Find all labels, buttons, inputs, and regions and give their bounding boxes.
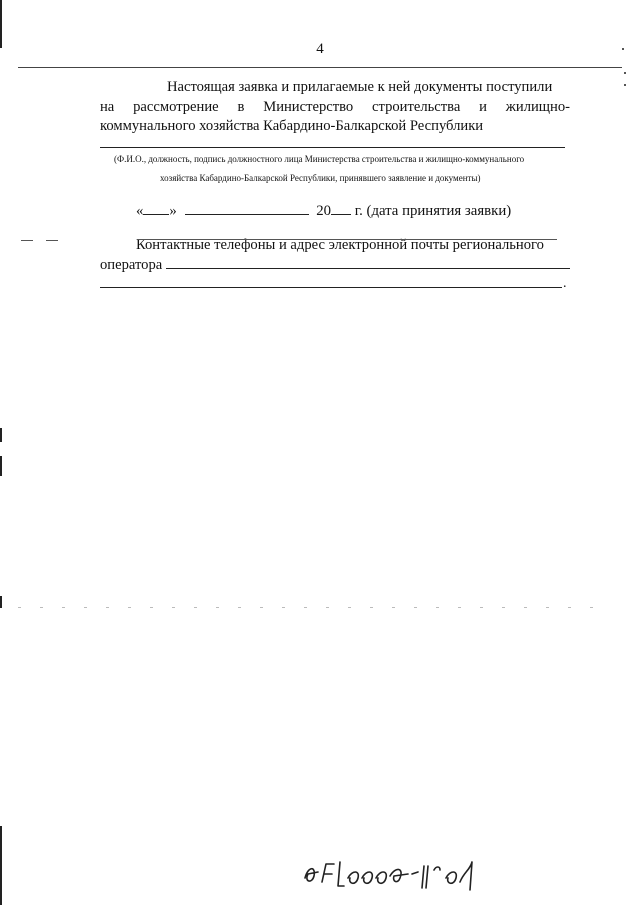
margin-mark: [0, 826, 2, 905]
year-blank[interactable]: [331, 201, 351, 215]
open-quote: «: [136, 203, 144, 219]
signature-scribble: [300, 852, 480, 892]
operator-field-line-2[interactable]: [100, 287, 562, 288]
scan-speck: [21, 240, 33, 241]
operator-field-line[interactable]: [166, 268, 570, 269]
close-quote: »: [169, 203, 177, 219]
scan-speck: [624, 84, 626, 86]
official-signature-line[interactable]: [100, 147, 565, 148]
date-caption: г. (дата принятия заявки): [354, 203, 512, 219]
page-number: 4: [316, 41, 324, 57]
submission-line-2: на рассмотрение в Министерство строительства и жилищно-: [100, 98, 570, 115]
scan-speck: [622, 48, 624, 50]
official-caption-line-1: (Ф.И.О., должность, подпись должностного лица Министерства строительства и жилищно-коммунального: [114, 154, 525, 164]
official-caption-line-2: хозяйства Кабардино-Балкарской Республики, принявшего заявление и документы): [160, 173, 481, 183]
acceptance-date-line: [136, 201, 511, 220]
scan-dash-row: [18, 607, 603, 608]
year-prefix: 20: [316, 203, 332, 219]
margin-mark: [0, 0, 2, 48]
handwritten-signature: [300, 852, 480, 897]
contacts-line-1: Контактные телефоны и адрес электронной почты регионального: [136, 237, 544, 253]
submission-line-3: коммунального хозяйства Кабардино-Балкарской Республики: [100, 118, 484, 134]
contacts-block: [100, 236, 570, 275]
margin-mark: [0, 596, 2, 608]
margin-mark: [0, 456, 2, 476]
contacts-overline: [137, 239, 557, 240]
scan-speck: [46, 240, 58, 241]
submission-paragraph: [100, 78, 570, 137]
day-blank[interactable]: [143, 201, 169, 215]
period: .: [563, 276, 567, 291]
header-rule: [18, 67, 622, 68]
submission-line-1: Настоящая заявка и прилагаемые к ней документы поступили: [167, 79, 553, 95]
contacts-line-2-label: оператора: [100, 256, 163, 273]
month-blank[interactable]: [185, 201, 309, 215]
scan-speck: [624, 72, 626, 74]
margin-mark: [0, 428, 2, 442]
